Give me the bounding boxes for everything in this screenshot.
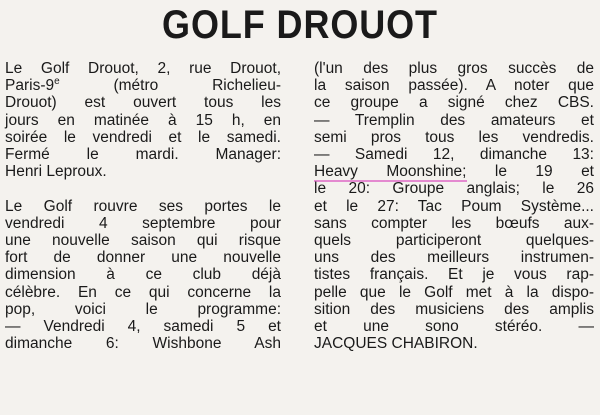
text-line: — Vendredi 4, samedi 5 et bbox=[5, 318, 281, 336]
text-line: (l'un des plus gros succès de bbox=[314, 60, 594, 77]
text-line: jours en matinée à 15 h, en bbox=[5, 111, 281, 129]
text-line: dimension à ce club déjà bbox=[5, 266, 281, 284]
text-line: Paris-9e (métro Richelieu- bbox=[5, 76, 281, 95]
article-title: GOLF DROUOT bbox=[162, 3, 438, 47]
text-line: Le Golf Drouot, 2, rue Drouot, bbox=[5, 60, 281, 77]
text-line: dimanche 6: Wishbone Ash bbox=[5, 335, 281, 353]
text-line: ce groupe a signé chez CBS. bbox=[314, 94, 594, 112]
text-line-part: le 19 et bbox=[494, 163, 594, 181]
text-line: sans compter les bœufs aux- bbox=[314, 214, 594, 232]
text-line: célèbre. En ce qui concerne la bbox=[5, 283, 281, 301]
text-line: vendredi 4 septembre pour bbox=[5, 214, 281, 232]
text-line: pelle que le Golf met à la dispo- bbox=[314, 283, 594, 301]
text-line: Fermé le mardi. Manager: bbox=[5, 146, 281, 164]
text-line: la saison passée). A noter que bbox=[314, 77, 594, 95]
text-line: Le Golf rouvre ses portes le bbox=[5, 197, 281, 215]
text-line: — Samedi 12, dimanche 13: bbox=[314, 146, 594, 164]
text-line-part: (métro Richelieu- bbox=[59, 77, 281, 95]
text-line: sition des musiciens des amplis bbox=[314, 300, 594, 318]
article-signature: JACQUES CHABIRON. bbox=[314, 335, 478, 353]
text-line: le 20: Groupe anglais; le 26 bbox=[314, 180, 594, 198]
text-line: uns des meilleurs instrumen- bbox=[314, 249, 594, 267]
text-line: tistes français. Et je vous rap- bbox=[314, 266, 594, 284]
text-line: Henri Leproux. bbox=[5, 163, 107, 181]
band-name-highlight: Heavy Moonshine; bbox=[314, 163, 467, 181]
text-line: soirée le vendredi et le samedi. bbox=[5, 128, 281, 146]
text-line: et le 27: Tac Poum Système... bbox=[314, 197, 594, 215]
left-column bbox=[5, 60, 281, 352]
text-line: Drouot) est ouvert tous les bbox=[5, 94, 281, 112]
text-line: pop, voici le programme: bbox=[5, 300, 281, 318]
text-line-part: Paris-9 bbox=[5, 77, 55, 95]
text-line: quels participeront quelques- bbox=[314, 232, 594, 250]
text-line: et une sono stéréo. — bbox=[314, 318, 594, 336]
text-line: une nouvelle saison qui risque bbox=[5, 232, 281, 250]
text-line: semi pros tous les vendredis. bbox=[314, 128, 594, 146]
text-line: — Tremplin des amateurs et bbox=[314, 111, 594, 129]
paragraph-intro bbox=[5, 60, 281, 180]
text-line: fort de donner une nouvelle bbox=[5, 249, 281, 267]
paragraph-program bbox=[5, 198, 281, 353]
right-column bbox=[314, 60, 594, 352]
text-line bbox=[314, 163, 594, 180]
